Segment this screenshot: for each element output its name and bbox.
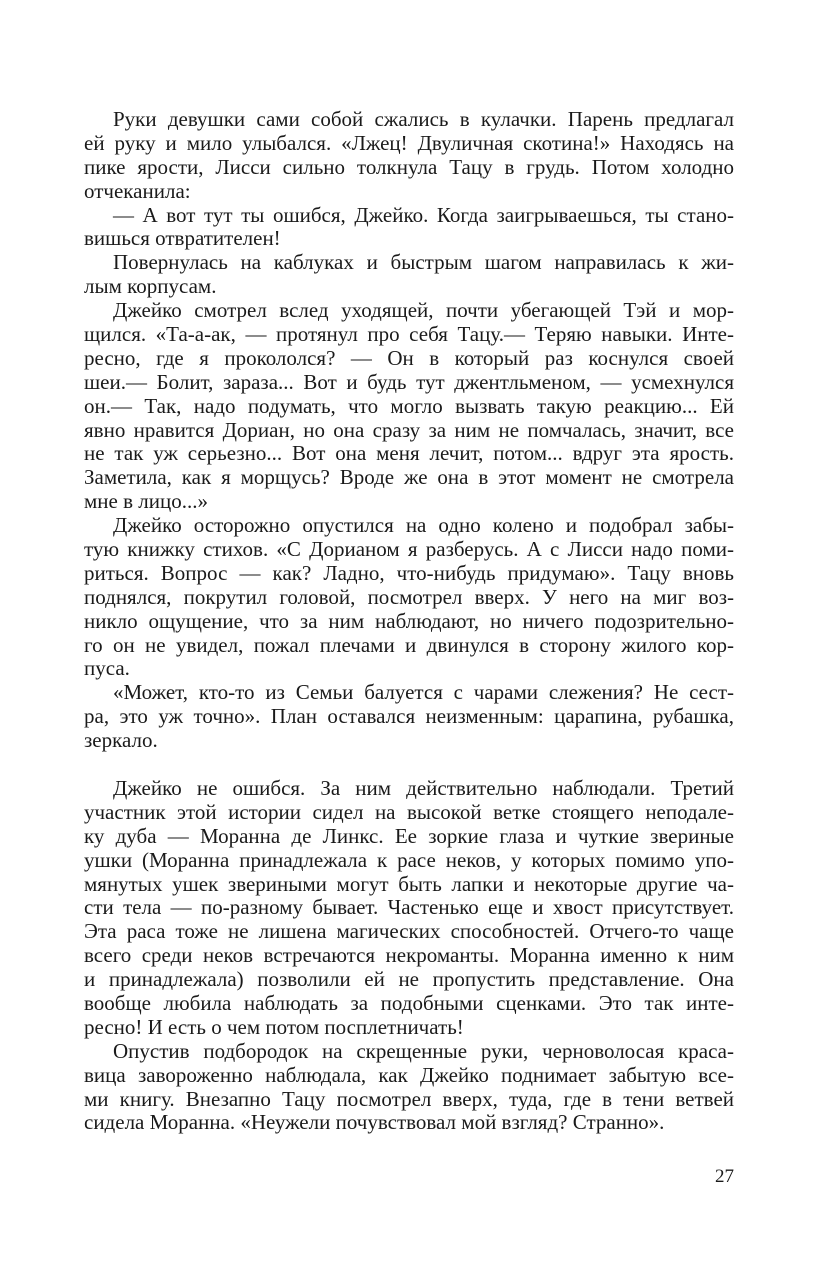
- text-line: поднялся, покрутил головой, посмотрел вверх. У него на миг воз-: [84, 584, 734, 609]
- text-line: Руки девушки сами собой сжались в кулачки. Парень предлагал: [113, 107, 734, 131]
- text-line: ку дуба — Моранна де Линкс. Ее зоркие глаза и чуткие звериные: [84, 823, 734, 848]
- text-line: Джейко не ошибся. За ним действительно наблюдали. Третий: [113, 775, 734, 800]
- text-line: вишься отвратителен!: [84, 226, 281, 251]
- paragraph: [84, 1040, 734, 1136]
- text-line: Джейко осторожно опустился на одно колено и подобрал забы-: [113, 513, 734, 538]
- text-line: вица завороженно наблюдала, как Джейко поднимает забытую все-: [84, 1062, 734, 1087]
- text-line: тую книжку стихов. «С Дорианом я разберусь. А с Лисси надо поми-: [84, 537, 734, 562]
- paragraph: [84, 204, 734, 252]
- text-line: Повернулась на каблуках и быстрым шагом направилась к жи-: [113, 250, 734, 275]
- page-number: 27: [715, 1166, 734, 1187]
- paragraph: [84, 681, 734, 753]
- text-line: и принадлежала) позволили ей не пропустить представление. Она: [84, 967, 734, 992]
- text-line: ми книгу. Внезапно Тацу посмотрел вверх, туда, где в тени ветвей: [84, 1086, 734, 1111]
- text-line: шеи.— Болит, зараза... Вот и будь тут джентльменом, — усмехнулся: [84, 369, 734, 394]
- text-line: ей руку и мило улыбался. «Лжец! Двуличная скотина!» Находясь на: [84, 130, 734, 155]
- text-line: ушки (Моранна принадлежала к расе неков, у которых помимо упо-: [84, 847, 734, 872]
- section-break: [84, 753, 734, 777]
- text-line: «Может, кто-то из Семьи балуется с чарами слежения? Не сест-: [113, 680, 734, 705]
- text-line: пике ярости, Лисси сильно толкнула Тацу в грудь. Потом холодно: [84, 154, 734, 179]
- paragraph: [84, 514, 734, 681]
- paragraph: [84, 777, 734, 1040]
- paragraph: [84, 251, 734, 299]
- text-line: ресно! И есть о чем потом посплетничать!: [84, 1014, 464, 1039]
- text-line: Опустив подбородок на скрещенные руки, черноволосая краса-: [113, 1038, 734, 1063]
- text-line: участник этой истории сидел на высокой ветке стоящего неподале-: [84, 799, 734, 824]
- body-text: [84, 108, 734, 1135]
- text-line: — А вот тут ты ошибся, Джейко. Когда заигрываешься, ты стано-: [113, 202, 734, 227]
- text-line: Заметила, как я морщусь? Вроде же она в этот момент не смотрела: [84, 465, 734, 490]
- text-line: сидела Моранна. «Неужели почувствовал мой взгляд? Странно».: [84, 1110, 665, 1135]
- text-line: го он не увидел, пожал плечами и двинулся в сторону жилого кор-: [84, 632, 734, 657]
- text-line: отчеканила:: [84, 178, 191, 203]
- text-line: зеркало.: [84, 728, 158, 753]
- text-line: он.— Так, надо подумать, что могло вызвать такую реакцию... Ей: [84, 393, 734, 418]
- text-line: сти тела — по-разному бывает. Частенько еще и хвост присутствует.: [84, 895, 734, 920]
- text-line: риться. Вопрос — как? Ладно, что-нибудь придумаю». Тацу вновь: [84, 560, 734, 585]
- text-line: ресно, где я прокололся? — Он в который раз коснулся своей: [84, 345, 734, 370]
- text-line: пуса.: [84, 656, 130, 681]
- text-line: не так уж серьезно... Вот она меня лечит, потом... вдруг эта ярость.: [84, 441, 734, 466]
- paragraph: [84, 108, 734, 204]
- text-line: явно нравится Дориан, но она сразу за ним не помчалась, значит, все: [84, 417, 734, 442]
- text-line: щился. «Та-а-ак, — протянул про себя Тацу.— Теряю навыки. Инте-: [84, 322, 734, 347]
- text-line: Эта раса тоже не лишена магических способностей. Отчего-то чаще: [84, 919, 734, 944]
- paragraph: [84, 299, 734, 514]
- text-line: ра, это уж точно». План оставался неизменным: царапина, рубашка,: [84, 704, 734, 729]
- text-line: мянутых ушек звериными могут быть лапки и некоторые другие ча-: [84, 871, 734, 896]
- text-line: Джейко смотрел вслед уходящей, почти убегающей Тэй и мор-: [113, 298, 734, 323]
- text-line: лым корпусам.: [84, 274, 217, 299]
- text-line: никло ощущение, что за ним наблюдают, но ничего подозрительно-: [84, 608, 734, 633]
- text-line: вообще любила наблюдать за подобными сценками. Это так инте-: [84, 990, 734, 1015]
- text-line: всего среди неков встречаются некроманты. Моранна именно к ним: [84, 943, 734, 968]
- text-line: мне в лицо...»: [84, 489, 208, 514]
